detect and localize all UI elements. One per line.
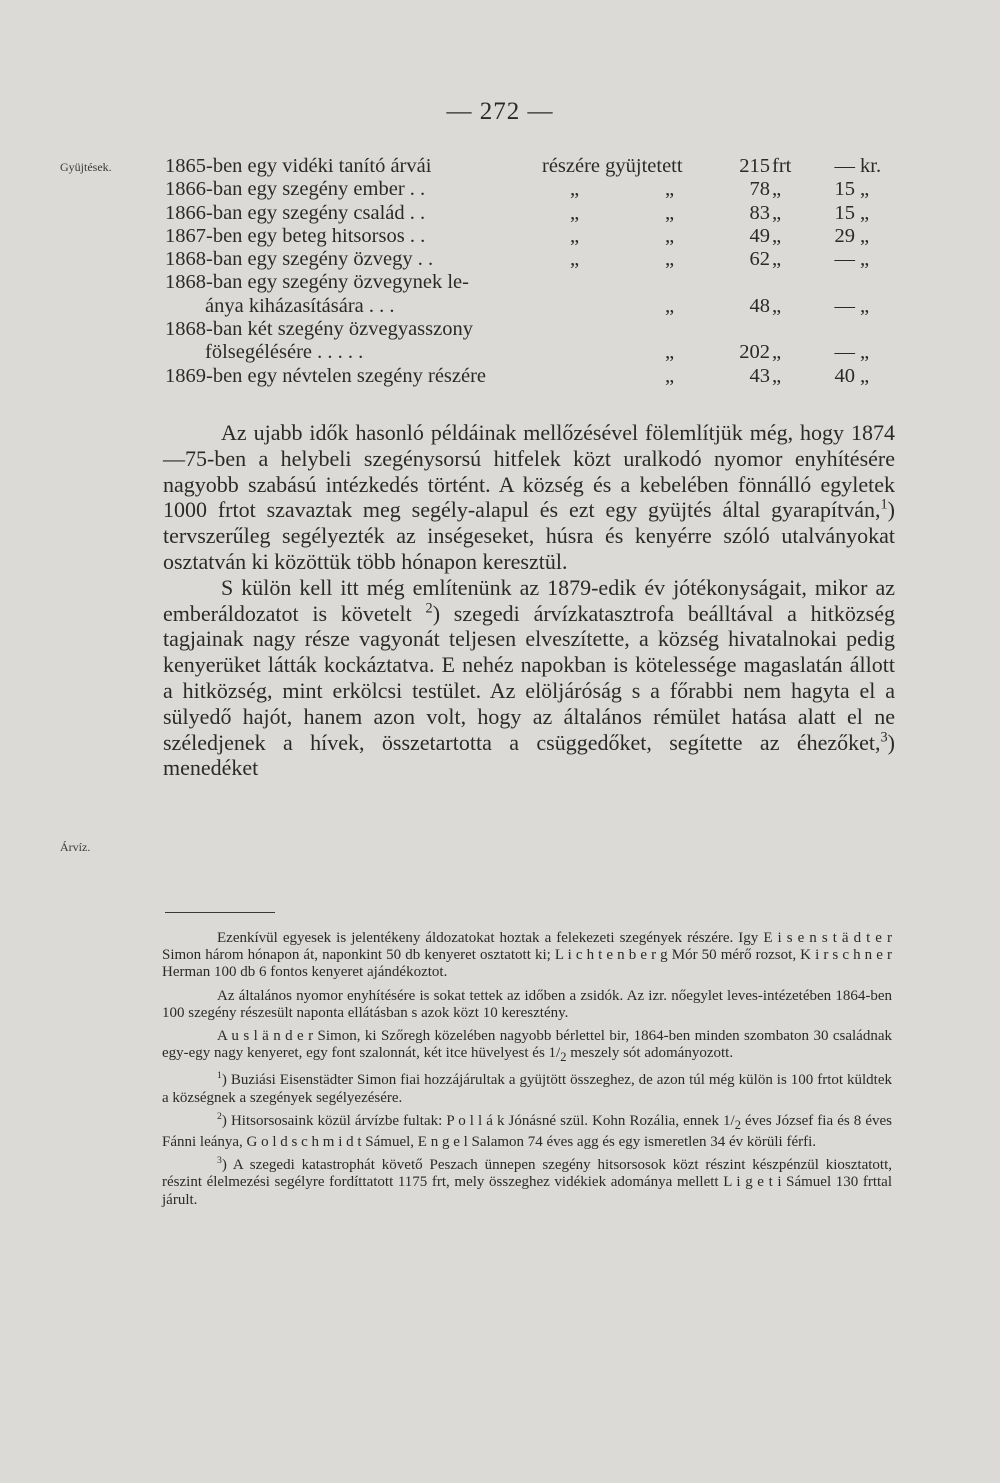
ledger-amount-frt: 43 — [749, 364, 770, 387]
ledger-unit: „ — [860, 364, 870, 387]
ledger-amount-frt: 78 — [749, 178, 770, 201]
ledger-description: fölsegélésére . . . . . — [205, 341, 364, 364]
ledger-description: 1868-ban egy szegény özvegynek le- — [165, 271, 469, 294]
footnote-divider — [165, 912, 275, 913]
ledger-unit: „ — [860, 341, 870, 364]
donation-ledger — [0, 155, 1000, 388]
ledger-amount-kr: — — [834, 341, 855, 364]
ledger-row — [0, 178, 1000, 201]
ledger-unit: „ — [860, 294, 870, 317]
footnote-note: Ezenkívül egyesek is jelentékeny áldozatokat hoztak a felekezeti szegények részére. Igy E i s e n s t ä d t e r Simon három hónapon át, naponkint 50 db kenyeret osztatott ki; L i c h t e n b e r g Mór 50 mérő rozsot, K i r s c h n e r Herman 100 db 6 fontos kenyeret ajándékoztot. — [162, 930, 892, 981]
ledger-description: 1868-ban két szegény özvegyasszony — [165, 318, 473, 341]
ditto-mark: „ — [570, 201, 580, 224]
ditto-mark: „ — [665, 364, 675, 387]
ledger-amount-frt: 62 — [749, 248, 770, 271]
page-number: — 272 — — [446, 98, 554, 125]
paragraph: S külön kell itt még említenünk az 1879-edik év jótékonyságait, mikor az emberáldozatot is követelt $^2$) szegedi árvízkatasztrofa beálltával a hitközség tagjainak nagy része vagyonát teljesen elveszítette, a község hivatalnokai pedig kenyerüket látták kockáztatva. E nehéz napokban is kötelessége magaslatán állott a hitközség, mint erkölcsi testület. Az elöljáróság s a főrabbi nem hagyta el a sülyedő hajót, hanem azon volt, hogy az általános rémület hatása alatt el ne széledjenek a hívek, összetartotta a csüggedőket, segítette az éhezőket,$^3$) menedéket — [163, 574, 895, 781]
ledger-description: 1867-ben egy beteg hitsorsos . . — [165, 224, 426, 247]
footnote-note: A u s l ä n d e r Simon, ki Szőregh közelében nagyobb bérlettel bir, 1864-ben minden szombaton 30 családnak egy-egy nagy kenyeret, egy font szalonnát, két itce hüvelyest és $1/_2$ meszely sót adományozott. — [162, 1028, 892, 1065]
ledger-unit: „ — [772, 224, 782, 247]
ledger-unit: „ — [860, 224, 870, 247]
ledger-amount-kr: 29 — [834, 224, 855, 247]
ledger-unit: „ — [860, 201, 870, 224]
ditto-mark: „ — [665, 341, 675, 364]
ledger-row — [0, 225, 1000, 248]
footnote-ref: 2 — [425, 600, 433, 617]
ledger-row — [0, 318, 1000, 341]
footnote-1: $^1$) Buziási Eisenstädter Simon fiai hozzájárultak a gyüjtött összeghez, de azon túl még külön is 100 frtot küldtek a községnek a szegények segélyezésére. — [162, 1070, 892, 1106]
footnote-3: $^3$) A szegedi katastrophát követő Peszach ünnepen szegény hitsorsosok közt részint készpénzül kiosztatott, részint élelmezési segélyre fordíttatott 1175 frt, mely összeghez vidékiek adománya mellett L i g e t i Sámuel 130 frttal járult. — [162, 1155, 892, 1208]
ledger-row — [0, 248, 1000, 271]
ledger-amount-kr: — — [834, 155, 855, 177]
ditto-mark: „ — [665, 294, 675, 317]
ledger-description: 1865-ben egy vidéki tanító árvái — [165, 155, 432, 177]
ledger-unit: „ — [860, 248, 870, 271]
ledger-amount-kr: 15 — [834, 201, 855, 224]
ditto-mark: „ — [665, 201, 675, 224]
ledger-row — [0, 271, 1000, 294]
ledger-description: ánya kiházasítására . . . — [205, 294, 395, 317]
ditto-mark: „ — [665, 224, 675, 247]
ledger-amount-frt: 49 — [749, 224, 770, 247]
ledger-unit: „ — [772, 294, 782, 317]
ledger-unit: „ — [860, 178, 870, 201]
footnote-note: Az általános nyomor enyhítésére is sokat tettek az időben a zsidók. Az izr. nőegylet leves-intézetében 1864-ben 100 szegény részesült naponta ellátásban s azok közt 10 keresztény. — [162, 987, 892, 1021]
body-text — [163, 420, 895, 781]
ledger-row — [0, 155, 1000, 178]
ledger-amount-kr: 40 — [834, 364, 855, 387]
ledger-amount-frt: 215 — [739, 155, 770, 177]
ledger-description: 1868-ban egy szegény özvegy . . — [165, 248, 434, 271]
ditto-mark: „ — [665, 248, 675, 271]
ledger-unit: frt — [772, 155, 792, 177]
ledger-row — [0, 365, 1000, 388]
ledger-amount-frt: 48 — [749, 294, 770, 317]
paragraph: Az ujabb idők hasonló példáinak mellőzésével fölemlítjük még, hogy 1874—75-ben a helybeli szegénysorsú hitfelek közt uralkodó nyomor enyhítésére nagyobb szabású intézkedés történt. A község és a kebelében fönnálló egyletek 1000 frtot szavaztak meg segély-alapul és ezt egy gyüjtés által gyarapítván,$^1$) tervszerűleg segélyezték az inségeseket, húsra és kenyérre szóló utalványokat osztatván ki közöttük több hónapon keresztül. — [163, 420, 895, 574]
ledger-amount-frt: 202 — [739, 341, 770, 364]
ledger-description: 1866-ban egy szegény ember . . — [165, 178, 426, 201]
ditto-mark: „ — [570, 248, 580, 271]
ledger-description: 1869-ben egy névtelen szegény részére — [165, 364, 487, 387]
footnote-2: $^2$) Hitsorsosaink közül árvízbe fultak: P o l l á k Jónásné szül. Kohn Rozália, ennek $1/_2$ éves József fia és 8 éves Fánni leánya, G o l d s c h m i d t Sámuel, E n g e l Salamon 74 éves agg és egy ismeretlen 34 év körüli férfi. — [162, 1110, 892, 1151]
footnote-ref: 3 — [880, 729, 888, 746]
ditto-mark: „ — [665, 178, 675, 201]
ledger-amount-kr: 15 — [834, 178, 855, 201]
ledger-unit: „ — [772, 341, 782, 364]
ledger-description: 1866-ban egy szegény család . . — [165, 201, 426, 224]
ledger-row — [0, 341, 1000, 364]
margin-note-collections: Gyüjtések. — [60, 160, 112, 174]
ledger-purpose: részére gyüjtetett — [542, 155, 683, 177]
ledger-amount-kr: — — [834, 294, 855, 317]
ledger-row — [0, 202, 1000, 225]
ditto-mark: „ — [570, 224, 580, 247]
ledger-unit: „ — [772, 364, 782, 387]
ditto-mark: „ — [570, 178, 580, 201]
ledger-unit: „ — [772, 248, 782, 271]
ledger-row — [0, 295, 1000, 318]
footnote-ref: 1 — [880, 497, 888, 514]
ledger-unit: kr. — [860, 155, 882, 177]
ledger-unit: „ — [772, 178, 782, 201]
ledger-amount-kr: — — [834, 248, 855, 271]
ledger-amount-frt: 83 — [749, 201, 770, 224]
footnotes — [162, 930, 892, 1215]
margin-note-flood: Árvíz. — [60, 840, 91, 854]
ledger-unit: „ — [772, 201, 782, 224]
